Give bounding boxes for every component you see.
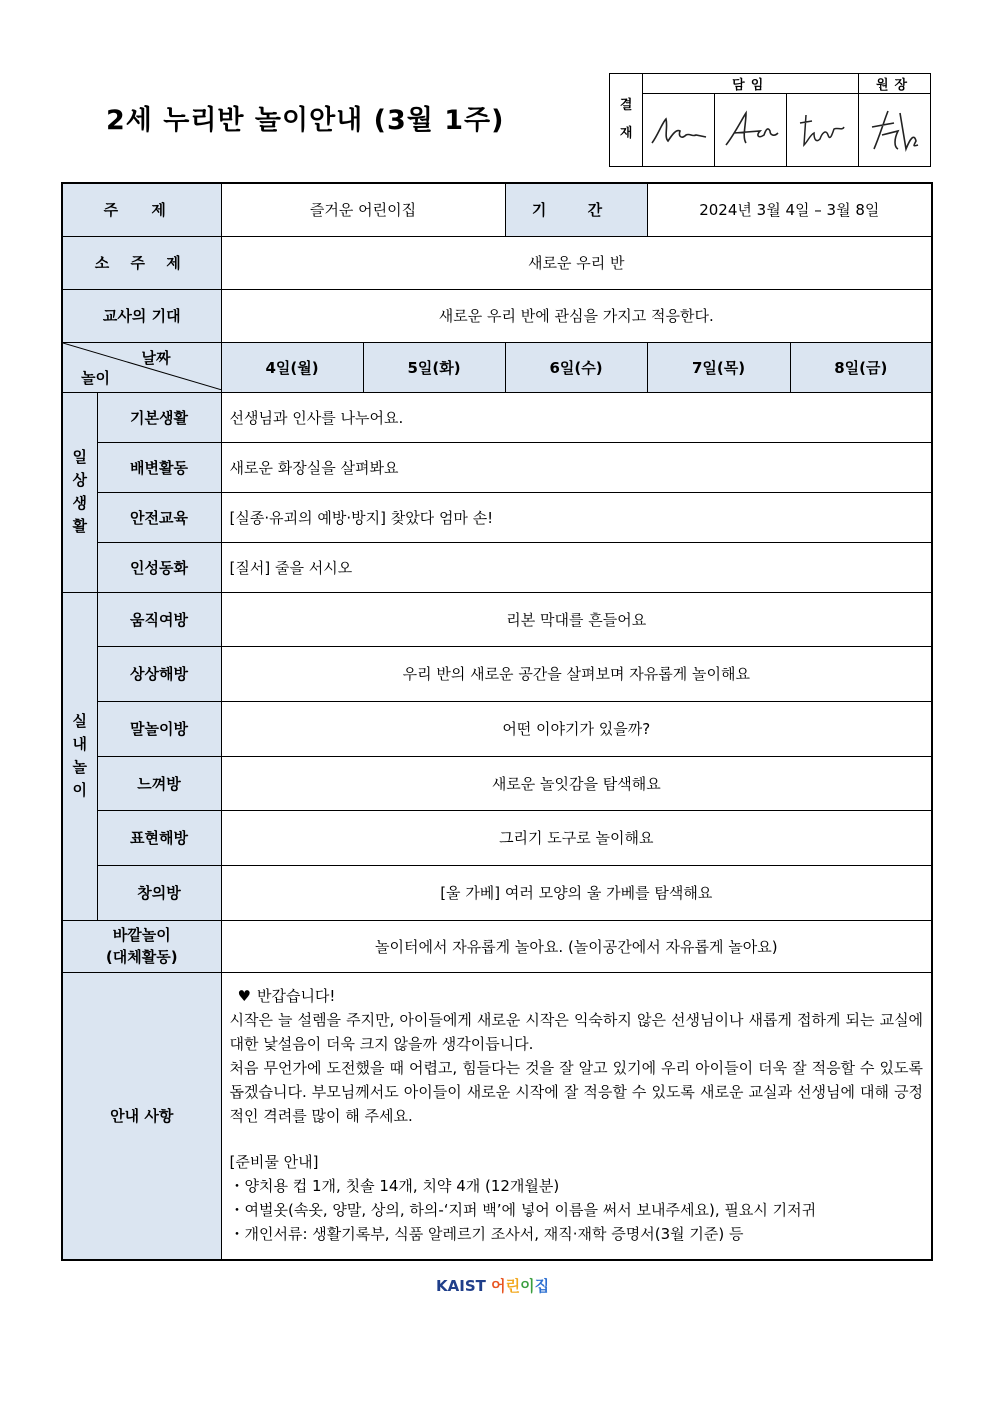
daily-row-label: 인성동화 [97,542,221,592]
daily-cat-char-4: 활 [72,517,87,535]
page-title: 2세 누리반 놀이안내 (3월 1주) [106,105,505,136]
daily-row-value: 선생님과 인사를 나누어요. [221,392,932,442]
indoor-cat-char-2: 내 [72,735,87,753]
indoor-row-label: 표현해방 [97,810,221,865]
period-value: 2024년 3월 4일 – 3월 8일 [647,183,932,236]
period-label: 기 간 [505,183,647,236]
indoor-row-label: 창의방 [97,865,221,920]
indoor-row-value: [울 가베] 여러 모양의 울 가베를 탐색해요 [221,865,932,920]
heart-icon: ♥ [237,986,251,1005]
theme-label: 주 제 [62,183,221,236]
subtheme-value: 새로운 우리 반 [221,236,932,289]
indoor-cat-char-3: 놀 [72,758,87,776]
approval-label-1: 결 [619,98,633,113]
notice-paragraph: 시작은 늘 설렘을 주지만, 아이들에게 새로운 시작은 익숙하지 않은 선생님이나 새롭게 접하게 되는 교실에 대한 낯설음이 더욱 크지 않을까 생각이듭니다. [229,1010,924,1053]
indoor-play-category [62,592,97,920]
indoor-cat-char-1: 실 [72,712,87,730]
day-thu: 7일(목) [647,342,790,392]
day-wed: 6일(수) [505,342,647,392]
outdoor-label-line2: (대체활동) [105,948,178,966]
logo-char: 린 [505,1277,521,1295]
prep-item: ・여벌옷(속옷, 양말, 상의, 하의-‘지퍼 백’에 넣어 이름을 써서 보내주세요), 필요시 기저귀 [229,1200,817,1219]
indoor-row-label: 느껴방 [97,756,221,810]
signature-3 [787,94,859,167]
daily-row-value: [질서] 줄을 서시오 [221,542,932,592]
outdoor-value: 놀이터에서 자유롭게 놀아요. (놀이공간에서 자유롭게 놀아요) [221,920,932,972]
daily-row-label: 기본생활 [97,392,221,442]
daily-cat-char-3: 생 [72,494,87,512]
indoor-row-value: 어떤 이야기가 있을까? [221,701,932,756]
logo-char: 이 [520,1277,535,1295]
notice-content [221,972,932,1260]
daily-row-value: 새로운 화장실을 살펴봐요 [221,442,932,492]
day-fri: 8일(금) [790,342,932,392]
logo-char: 집 [534,1277,550,1295]
indoor-row-label: 움직여방 [97,592,221,646]
signature-2 [715,94,787,167]
approval-label [610,74,643,167]
indoor-row-label: 상상해방 [97,646,221,701]
indoor-row-value: 리본 막대를 흔들어요 [221,592,932,646]
daily-row-label: 안전교육 [97,492,221,542]
daily-row-label: 배변활동 [97,442,221,492]
daily-life-category [62,392,97,592]
indoor-row-label: 말놀이방 [97,701,221,756]
director-header: 원장 [859,74,931,94]
day-tue: 5일(화) [363,342,505,392]
daily-row-value: [실종·유괴의 예방·방지] 찾았다 엄마 손! [221,492,932,542]
indoor-cat-char-4: 이 [72,781,87,799]
date-play-header [62,342,221,392]
kaist-daycare-logo [436,1275,549,1296]
prep-title: [준비물 안내] [229,1152,319,1171]
signature-1 [643,94,715,167]
daily-cat-char-2: 상 [72,471,87,489]
date-label: 날짜 [141,348,171,367]
indoor-row-value: 그리기 도구로 놀이해요 [221,810,932,865]
indoor-row-value: 우리 반의 새로운 공간을 살펴보며 자유롭게 놀이해요 [221,646,932,701]
logo-char: 어 [491,1277,506,1295]
notice-label: 안내 사항 [62,972,221,1260]
notice-paragraph: 처음 무언가에 도전했을 때 어렵고, 힘들다는 것을 잘 알고 있기에 우리 아이들이 더욱 잘 적응할 수 있도록 돕겠습니다. 부모님께서도 아이들이 새로운 시작에 잘 적응할 수 있도록 새로운 교실과 선생님에 대해 긍정적인 격려를 많이 해 주세요. [229,1058,924,1125]
subtheme-label: 소 주 제 [62,236,221,289]
theme-value: 즐거운 어린이집 [221,183,505,236]
prep-item: ・양치용 컵 1개, 칫솔 14개, 치약 4개 (12개월분) [229,1176,560,1195]
outdoor-label [62,920,221,972]
signature-4 [859,94,931,167]
prep-item: ・개인서류: 생활기록부, 식품 알레르기 조사서, 재직·재학 증명서(3월 기준) 등 [229,1224,744,1243]
notice-greeting: 반갑습니다! [256,986,336,1005]
play-label: 놀이 [81,368,110,387]
logo-brand: KAIST [436,1277,486,1295]
day-mon: 4일(월) [221,342,363,392]
expectation-label: 교사의 기대 [62,289,221,342]
expectation-value: 새로운 우리 반에 관심을 가지고 적응한다. [221,289,932,342]
daily-cat-char-1: 일 [72,448,87,466]
indoor-row-value: 새로운 놀잇감을 탐색해요 [221,756,932,810]
outdoor-label-line1: 바깥놀이 [112,926,171,944]
approval-label-2: 재 [619,126,633,141]
approval-box [609,73,931,167]
plan-table [61,182,933,1261]
homeroom-header: 담임 [643,74,859,94]
